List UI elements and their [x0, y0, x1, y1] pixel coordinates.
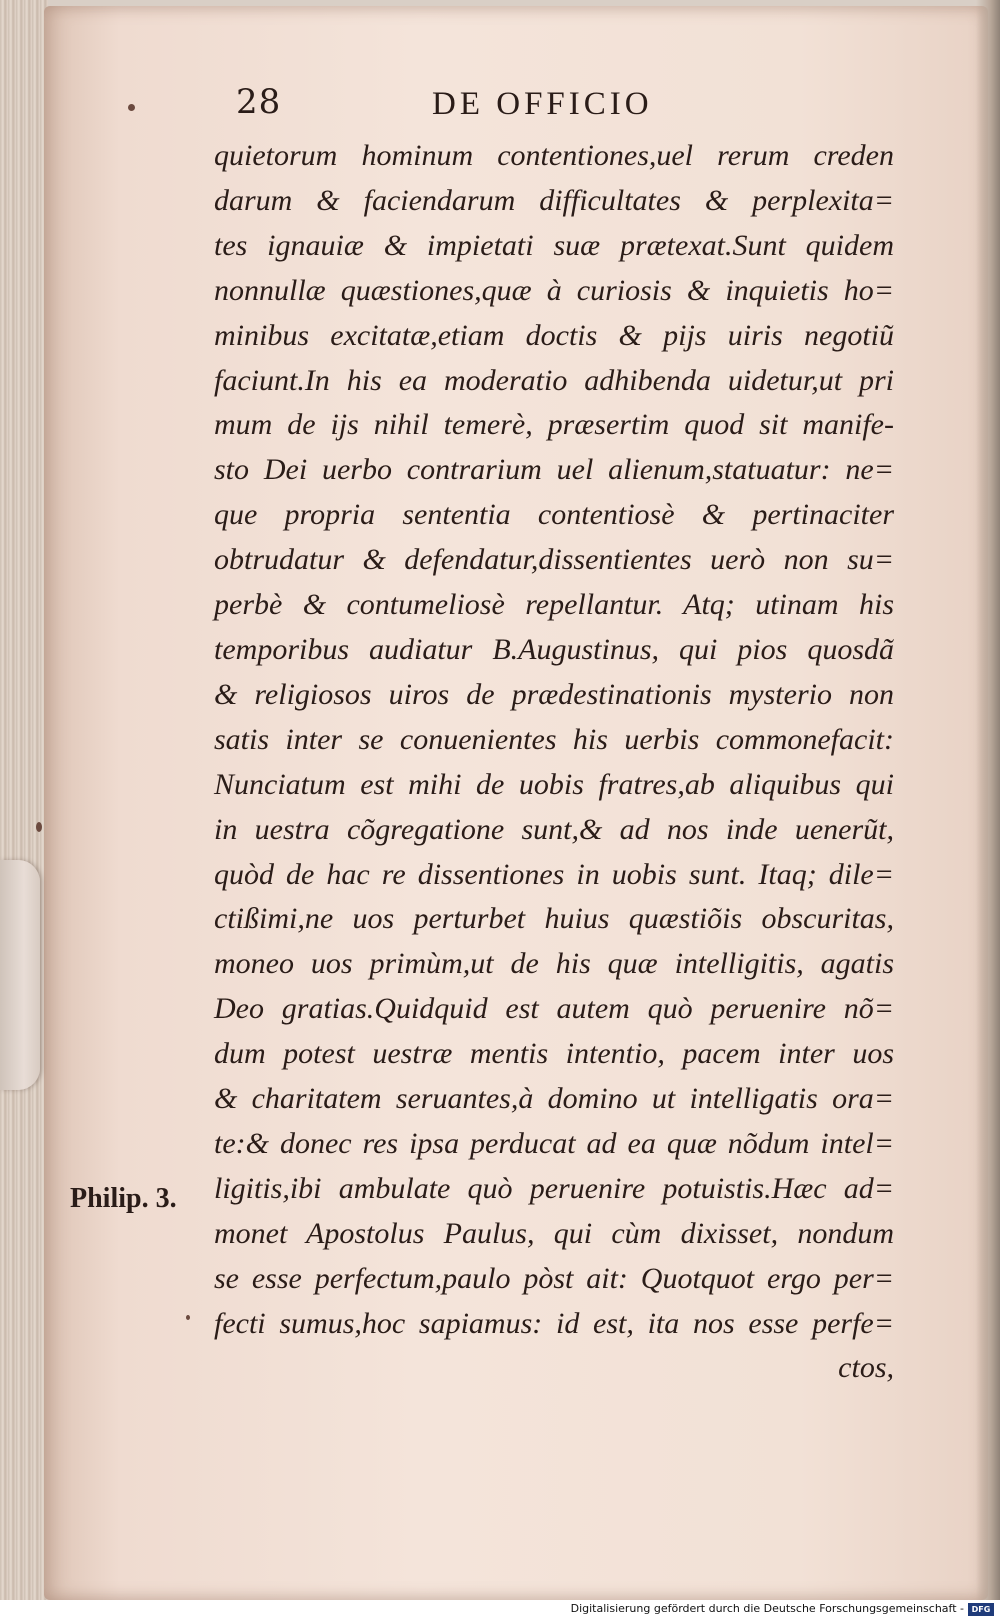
binding-shadow	[976, 0, 1000, 1600]
page-number: 28	[236, 82, 282, 122]
page-clip	[0, 860, 40, 1090]
text-line: ligitis,ibi ambulate quò peruenire potuistis.Hæc ad=	[214, 1171, 894, 1205]
text-line: faciunt.In his ea moderatio adhibenda uidetur,ut pri	[214, 363, 894, 397]
digitization-footer	[0, 1600, 1000, 1620]
text-line: monet Apostolus Paulus, qui cùm dixisset, nondum	[214, 1216, 894, 1250]
text-line: nonnullæ quæstiones,quæ à curiosis & inquietis ho=	[214, 273, 894, 307]
text-line: quietorum hominum contentiones,uel rerum creden	[214, 139, 894, 172]
ink-speck	[186, 1315, 190, 1320]
text-line: sto Dei uerbo contrarium uel alienum,statuatur: ne=	[214, 453, 894, 487]
ink-speck	[36, 822, 42, 832]
page-header	[236, 82, 886, 132]
ink-speck	[128, 104, 135, 111]
text-line: fecti sumus,hoc sapiamus: id est, ita nos esse perfe=	[214, 1306, 894, 1340]
running-head: DE OFFICIO	[432, 86, 653, 122]
text-line: quòd de hac re dissentiones in uobis sunt. Itaq; dile=	[214, 857, 894, 891]
dfg-logo: DFG	[968, 1603, 994, 1616]
catchword: ctos,	[838, 1351, 894, 1385]
text-line: darum & faciendarum difficultates & perplexita=	[214, 183, 894, 217]
text-line: obtrudatur & defendatur,dissentientes uerò non su=	[214, 543, 894, 577]
text-line: in uestra cõgregatione sunt,& ad nos inde uenerũt,	[214, 812, 894, 846]
text-line: mum de ijs nihil temerè, præsertim quod sit manife-	[214, 408, 894, 442]
text-line: tes ignauiæ & impietati suæ prætexat.Sunt quidem	[214, 228, 894, 262]
text-line: & charitatem seruantes,à domino ut intelligatis ora=	[214, 1082, 894, 1116]
text-line: que propria sententia contentiosè & pertinaciter	[214, 498, 894, 532]
text-line: minibus excitatæ,etiam doctis & pijs uiris negotiũ	[214, 318, 894, 352]
text-line: perbè & contumeliosè repellantur. Atq; utinam his	[214, 588, 894, 622]
text-line: se esse perfectum,paulo pòst ait: Quotquot ergo per=	[214, 1261, 894, 1295]
text-line: satis inter se conuenientes his uerbis commonefacit:	[214, 722, 894, 756]
text-line: temporibus audiatur B.Augustinus, qui pios quosdã	[214, 632, 894, 666]
text-line: Deo gratias.Quidquid est autem quò peruenire nõ=	[214, 992, 894, 1026]
text-line: te:& donec res ipsa perducat ad ea quæ nõdum intel=	[214, 1126, 894, 1160]
text-line: ctißimi,ne uos perturbet huius quæstiõis obscuritas,	[214, 902, 894, 936]
body-text	[214, 134, 894, 1391]
text-line: & religiosos uiros de prædestinationis mysterio non	[214, 677, 894, 711]
text-line: dum potest uestræ mentis intentio, pacem inter uos	[214, 1037, 894, 1071]
text-line: moneo uos primùm,ut de his quæ intelligitis, agatis	[214, 947, 894, 981]
page-edges	[0, 0, 48, 1600]
text-line: Nunciatum est mihi de uobis fratres,ab aliquibus qui	[214, 767, 894, 801]
margin-note: Philip. 3.	[70, 1183, 177, 1214]
funding-credit: Digitalisierung gefördert durch die Deutsche Forschungsgemeinschaft -	[570, 1602, 964, 1615]
